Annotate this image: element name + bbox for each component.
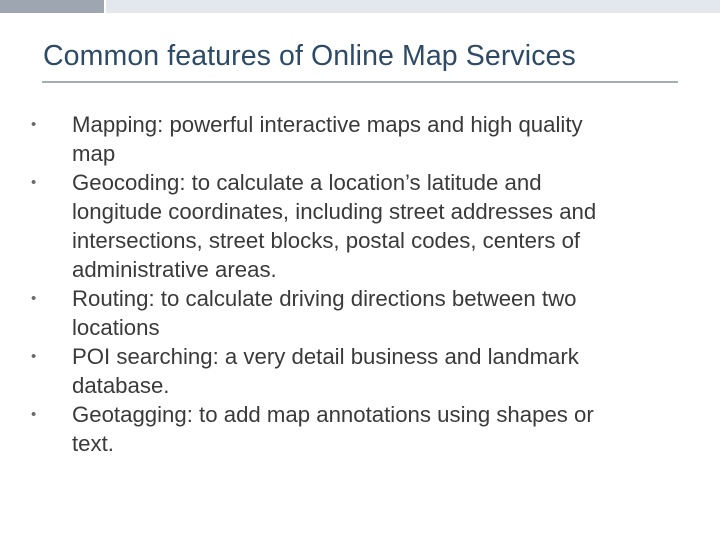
bullet-text-line: Geotagging: to add map annotations using shapes or [72, 402, 594, 427]
bullet-text-line: Mapping: powerful interactive maps and high quality [72, 112, 583, 137]
bullet-text-line: database. [72, 373, 170, 398]
bullet-list [31, 110, 702, 458]
bullet-item-geocoding [31, 168, 702, 284]
bullet-text-line: text. [72, 431, 114, 456]
header-accent-bar [0, 0, 104, 13]
bullet-dot-icon: • [31, 290, 37, 307]
bullet-dot-icon: • [31, 116, 37, 133]
title-divider [42, 81, 678, 83]
bullet-text-line: Routing: to calculate driving directions between two [72, 286, 577, 311]
bullet-dot-icon: • [31, 406, 37, 423]
slide-title: Common features of Online Map Services [43, 40, 576, 72]
bullet-dot-icon: • [31, 348, 37, 365]
bullet-dot-icon: • [31, 174, 37, 191]
bullet-text-line: longitude coordinates, including street addresses and [72, 199, 597, 224]
bullet-text-line: map [72, 141, 116, 166]
bullet-text-line: intersections, street blocks, postal codes, centers of [72, 228, 581, 253]
bullet-item-mapping [31, 110, 702, 168]
bullet-text-line: locations [72, 315, 160, 340]
bullet-text-line: POI searching: a very detail business and landmark [72, 344, 579, 369]
bullet-item-poi-searching [31, 342, 702, 400]
bullet-text-line: administrative areas. [72, 257, 277, 282]
bullet-item-routing [31, 284, 702, 342]
header-bar [106, 0, 720, 13]
bullet-item-geotagging [31, 400, 702, 458]
bullet-text-line: Geocoding: to calculate a location’s latitude and [72, 170, 542, 195]
